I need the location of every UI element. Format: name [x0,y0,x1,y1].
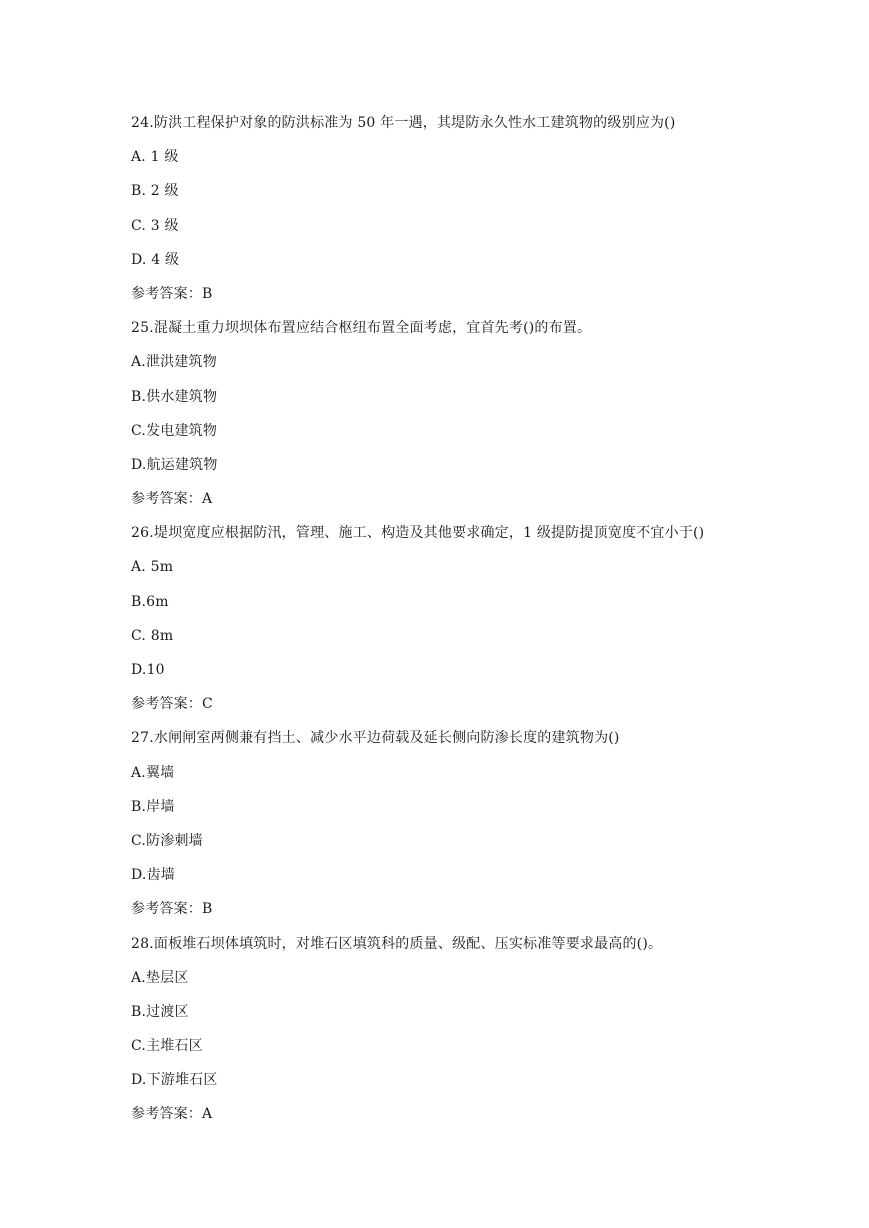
question-stem: 27.水闸闸室两侧兼有挡土、减少水平边荷载及延长侧向防渗长度的建筑物为() [131,730,620,747]
question-block [131,106,771,311]
reference-answer: 参考答案：C [131,696,213,713]
question-block [131,927,771,1132]
option-d: D.齿墙 [131,867,175,884]
option-c: C. 8m [131,627,174,644]
reference-answer: 参考答案：A [131,491,213,508]
option-a: A. 1 级 [131,149,179,166]
option-b: B.6m [131,593,169,610]
reference-answer: 参考答案：B [131,901,213,918]
question-block [131,721,771,926]
question-block [131,311,771,516]
option-b: B. 2 级 [131,183,179,200]
option-a: A.泄洪建筑物 [131,354,217,371]
question-stem: 24.防洪工程保护对象的防洪标准为 50 年一遇，其堤防永久性水工建筑物的级别应为() [131,115,676,131]
option-d: D.下游堆石区 [131,1072,218,1089]
option-c: C. 3 级 [131,217,179,234]
option-a: A. 5m [131,559,174,576]
reference-answer: 参考答案：A [131,1106,213,1123]
option-a: A.翼墙 [131,764,175,781]
option-d: D.10 [131,662,165,678]
reference-answer: 参考答案：B [131,285,213,302]
question-block [131,516,771,721]
option-d: D. 4 级 [131,251,180,268]
question-stem: 28.面板堆石坝体填筑时，对堆石区填筑科的质量、级配、压实标准等要求最高的()。 [131,935,663,952]
option-a: A.垫层区 [131,969,189,986]
option-b: B.岸墙 [131,798,175,815]
option-d: D.航运建筑物 [131,456,218,473]
option-b: B.过渡区 [131,1003,189,1020]
question-stem: 26.堤坝宽度应根据防汛，管理、施工、构造及其他要求确定，1 级提防提顶宽度不宜小于() [131,525,705,542]
document-page [131,106,771,1132]
question-stem: 25.混凝土重力坝坝体布置应结合枢纽布置全面考虑，宜首先考()的布置。 [131,320,592,337]
option-c: C.发电建筑物 [131,422,218,439]
option-c: C.主堆石区 [131,1038,203,1055]
option-c: C.防渗刺墙 [131,832,203,849]
option-b: B.供水建筑物 [131,388,218,405]
